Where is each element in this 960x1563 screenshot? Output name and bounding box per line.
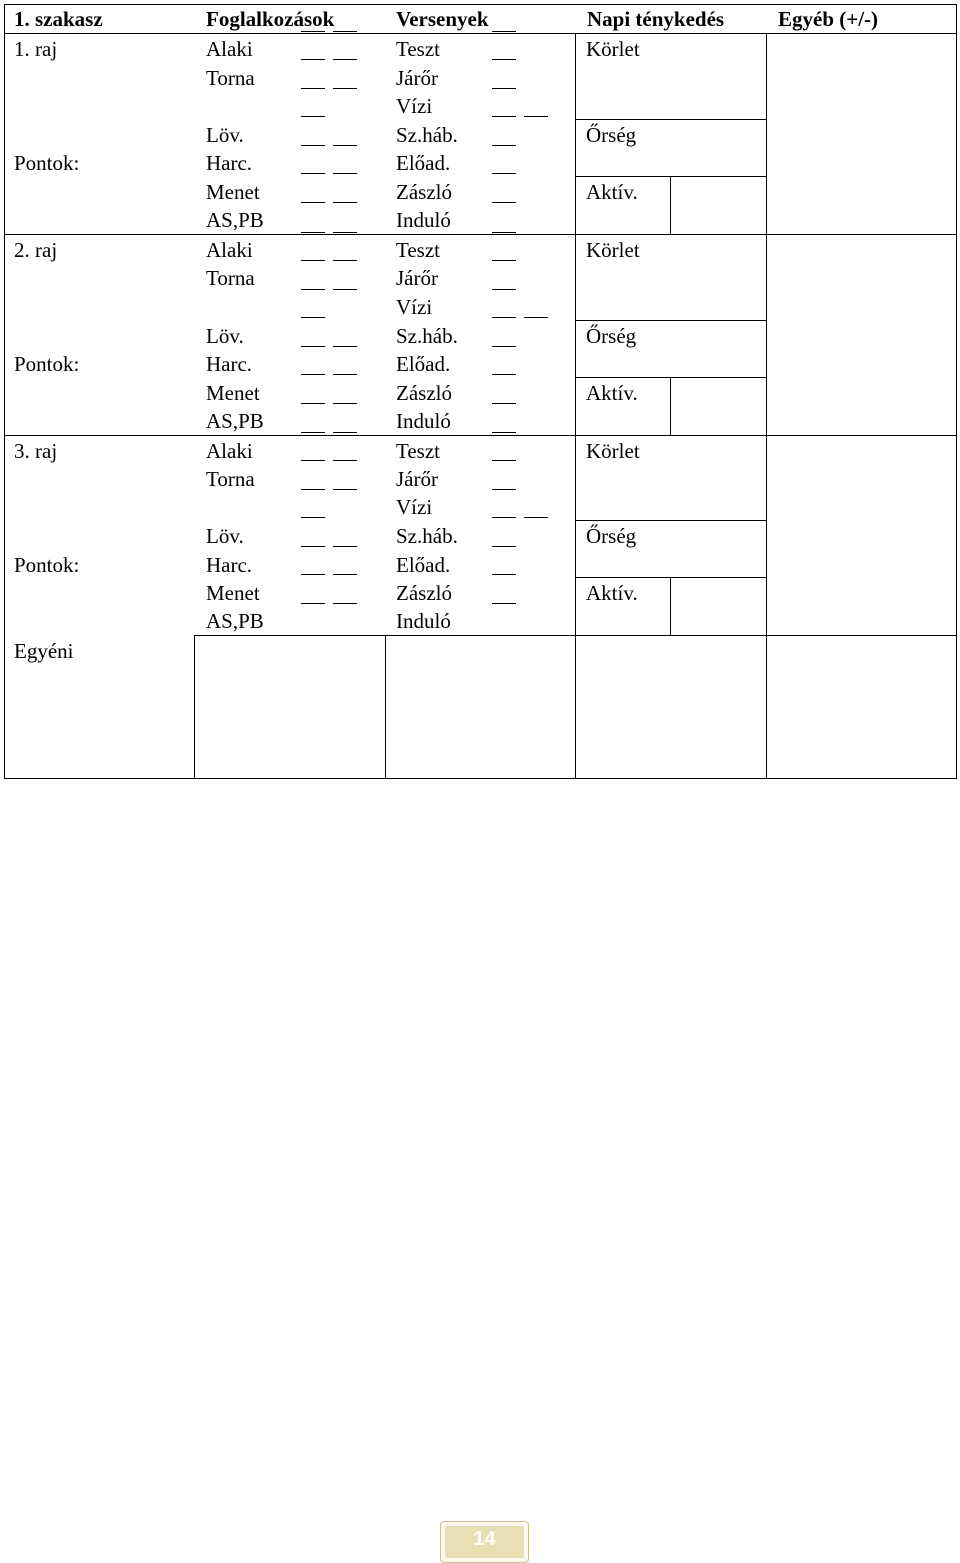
score-blank-line (333, 403, 357, 404)
score-blank-line (301, 232, 325, 233)
header-daily: Napi ténykedés (587, 7, 725, 31)
score-blank-line (333, 574, 357, 575)
score-blank-line (492, 432, 516, 433)
score-blank-line (492, 59, 516, 60)
score-blank-line (492, 346, 516, 347)
score-blank-line (301, 574, 325, 575)
activity-label: AS,PB (206, 409, 264, 433)
daily-label: Körlet (586, 238, 640, 262)
score-blank-line (492, 173, 516, 174)
score-blank-line (492, 460, 516, 461)
activity-label: Torna (206, 266, 255, 290)
daily-divider (575, 320, 766, 321)
group-divider (4, 234, 957, 235)
score-blank-line (333, 88, 357, 89)
activity-label: Löv. (206, 524, 244, 548)
score-blank-line (333, 432, 357, 433)
activity-label: Harc. (206, 151, 253, 175)
competition-label: Előad. (396, 352, 451, 376)
score-blank-line (301, 403, 325, 404)
header-activities: Foglalkozások (206, 7, 335, 31)
score-blank-line (301, 116, 325, 117)
activity-label: AS,PB (206, 208, 264, 232)
group-name: 1. raj (14, 37, 58, 61)
activity-label: Torna (206, 66, 255, 90)
score-blank-line (333, 232, 357, 233)
group-divider (4, 435, 957, 436)
daily-label: Körlet (586, 439, 640, 463)
score-blank-line (301, 289, 325, 290)
daily-label: Aktív. (586, 581, 638, 605)
score-blank-line (301, 260, 325, 261)
score-blank-line (492, 517, 516, 518)
score-blank-line (301, 88, 325, 89)
competition-label: Járőr (396, 467, 438, 491)
score-blank-line (492, 88, 516, 89)
score-blank-line (301, 489, 325, 490)
score-blank-line (492, 31, 516, 32)
score-blank-line (492, 116, 516, 117)
score-blank-line (333, 460, 357, 461)
activity-label: Alaki (206, 238, 253, 262)
score-blank-line (333, 59, 357, 60)
score-blank-line (301, 517, 325, 518)
points-label: Pontok: (14, 352, 80, 376)
score-blank-line (333, 289, 357, 290)
score-blank-line (492, 260, 516, 261)
score-blank-line (301, 59, 325, 60)
score-blank-line (333, 31, 357, 32)
competition-label: Zászló (396, 180, 452, 204)
competition-label: Előad. (396, 553, 451, 577)
score-blank-line (301, 202, 325, 203)
score-blank-line (333, 489, 357, 490)
score-blank-line (333, 346, 357, 347)
header-section: 1. szakasz (14, 7, 103, 31)
daily-label: Őrség (586, 324, 637, 348)
score-blank-line (301, 317, 325, 318)
score-blank-line (301, 460, 325, 461)
score-blank-line (333, 603, 357, 604)
daily-divider (575, 119, 766, 120)
competition-label: Teszt (396, 37, 441, 61)
score-blank-line (492, 574, 516, 575)
score-blank-line (492, 202, 516, 203)
points-label: Pontok: (14, 553, 80, 577)
score-blank-line (301, 432, 325, 433)
score-blank-line (301, 374, 325, 375)
score-blank-line (333, 202, 357, 203)
score-blank-line (524, 116, 548, 117)
competition-label: Teszt (396, 238, 441, 262)
score-blank-line (524, 517, 548, 518)
activity-label: Menet (206, 180, 260, 204)
score-blank-line (492, 374, 516, 375)
daily-label: Aktív. (586, 180, 638, 204)
competition-label: Vízi (396, 94, 433, 118)
competition-label: Teszt (396, 439, 441, 463)
competition-label: Sz.háb. (396, 123, 458, 147)
score-blank-line (492, 546, 516, 547)
score-blank-line (492, 232, 516, 233)
score-blank-line (492, 403, 516, 404)
header-other: Egyéb (+/-) (778, 7, 879, 31)
score-blank-line (301, 145, 325, 146)
header-divider (4, 33, 957, 34)
activity-label: Alaki (206, 37, 253, 61)
page-number: 14 (473, 1528, 496, 1550)
activity-label: Harc. (206, 352, 253, 376)
score-blank-line (301, 603, 325, 604)
competition-label: Vízi (396, 495, 433, 519)
activity-label: Löv. (206, 324, 244, 348)
score-blank-line (301, 346, 325, 347)
score-blank-line (524, 317, 548, 318)
score-blank-line (492, 317, 516, 318)
column-divider (575, 33, 576, 779)
competition-label: Induló (396, 208, 451, 232)
activity-label: Alaki (206, 439, 253, 463)
activity-label: Menet (206, 581, 260, 605)
score-blank-line (492, 145, 516, 146)
activity-label: Löv. (206, 123, 244, 147)
competition-label: Járőr (396, 266, 438, 290)
group-name: 3. raj (14, 439, 58, 463)
activity-label: Torna (206, 467, 255, 491)
score-blank-line (333, 546, 357, 547)
competition-label: Vízi (396, 295, 433, 319)
competition-label: Sz.háb. (396, 524, 458, 548)
group-name: 2. raj (14, 238, 58, 262)
table-border-left (4, 4, 5, 779)
competition-label: Induló (396, 409, 451, 433)
daily-mark-divider (670, 176, 671, 234)
activity-label: AS,PB (206, 609, 264, 633)
score-blank-line (333, 173, 357, 174)
competition-label: Sz.háb. (396, 324, 458, 348)
score-blank-line (492, 289, 516, 290)
score-blank-line (492, 603, 516, 604)
daily-divider (575, 520, 766, 521)
score-table (4, 4, 957, 779)
score-blank-line (301, 546, 325, 547)
column-divider (766, 33, 767, 779)
daily-label: Őrség (586, 524, 637, 548)
daily-label: Aktív. (586, 381, 638, 405)
daily-mark-divider (670, 377, 671, 435)
activity-label: Menet (206, 381, 260, 405)
score-blank-line (333, 374, 357, 375)
daily-label: Őrség (586, 123, 637, 147)
competition-label: Induló (396, 609, 451, 633)
score-blank-line (333, 145, 357, 146)
score-blank-line (301, 31, 325, 32)
points-label: Pontok: (14, 151, 80, 175)
daily-mark-divider (670, 577, 671, 635)
competition-label: Járőr (396, 66, 438, 90)
header-competitions: Versenyek (396, 7, 489, 31)
score-blank-line (492, 489, 516, 490)
score-blank-line (333, 260, 357, 261)
competition-label: Zászló (396, 581, 452, 605)
competition-label: Előad. (396, 151, 451, 175)
individual-label: Egyéni (14, 639, 74, 663)
column-divider (194, 635, 195, 779)
column-divider (385, 635, 386, 779)
competition-label: Zászló (396, 381, 452, 405)
daily-label: Körlet (586, 37, 640, 61)
score-blank-line (301, 173, 325, 174)
table-border-bottom (4, 778, 957, 779)
table-border-right (956, 4, 957, 779)
page-number-badge (440, 1521, 529, 1563)
activity-label: Harc. (206, 553, 253, 577)
